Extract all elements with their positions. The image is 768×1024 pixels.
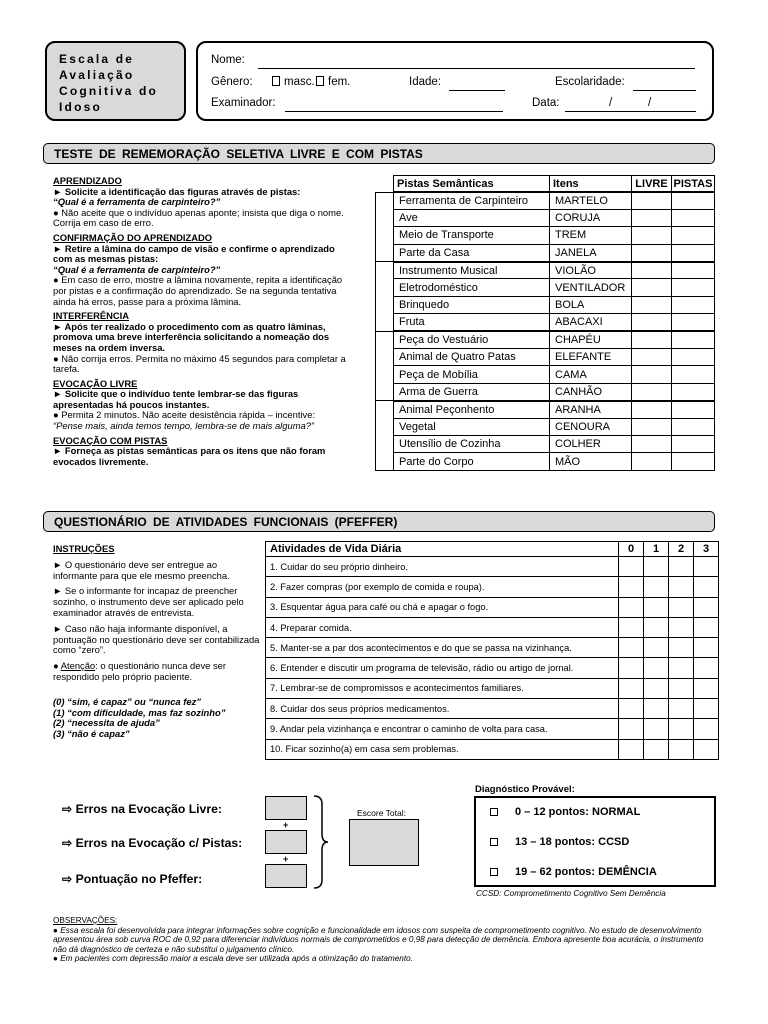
memory-test-header xyxy=(43,143,715,164)
item-cell: CANHÃO xyxy=(550,383,632,400)
livre-check-cell[interactable] xyxy=(632,383,672,400)
activity-number: 4. xyxy=(270,622,278,633)
activity-text: Lembrar-se de compromissos e acontecimentos familiares. xyxy=(280,683,524,694)
instruction-text: ► Retire a lâmina do campo de visão e confirme o aprendizado com as mesmas pistas: xyxy=(53,242,335,265)
diagnostico-text: 19 – 62 pontos: DEMÊNCIA xyxy=(515,866,657,878)
memory-table-row xyxy=(376,453,715,470)
memory-table-header xyxy=(376,176,715,193)
memory-table-row xyxy=(376,227,715,244)
memory-table-row xyxy=(376,296,715,313)
score-cell[interactable] xyxy=(619,557,644,577)
pfeffer-score-box[interactable] xyxy=(265,864,307,888)
instruction-text: ● Não aceite que o indivíduo apenas aponte; insista que diga o nome. Corrija em caso de erro. xyxy=(53,206,344,229)
col-livre: LIVRE xyxy=(632,176,672,193)
date-slash: / xyxy=(609,97,613,109)
scale-title-line: Avaliação xyxy=(59,68,135,82)
score-cell[interactable] xyxy=(694,699,719,719)
lamina-label-cell xyxy=(376,192,394,262)
score-cell[interactable] xyxy=(669,719,694,739)
score-cell[interactable] xyxy=(619,638,644,658)
escore-total-label: Escore Total: xyxy=(357,808,406,818)
score-cell[interactable] xyxy=(669,597,694,617)
livre-check-cell[interactable] xyxy=(632,314,672,331)
col-score-1: 1 xyxy=(644,542,669,557)
livre-check-cell[interactable] xyxy=(632,262,672,279)
activity-text: Preparar comida. xyxy=(280,622,352,633)
masc-checkbox[interactable] xyxy=(272,76,280,86)
instruction-text: ► O questionário deve ser entregue ao informante para que ele mesmo preencha. xyxy=(53,558,230,581)
livre-check-cell[interactable] xyxy=(632,244,672,261)
item-cell: MARTELO xyxy=(550,192,632,209)
score-cell[interactable] xyxy=(644,678,669,698)
activity-text: Andar pela vizinhança e encontrar o caminho de volta para casa. xyxy=(279,724,548,735)
col-pistas: PISTAS xyxy=(672,176,715,193)
masc-label: masc. xyxy=(284,76,315,88)
data-label: Data: xyxy=(532,97,560,109)
nome-label: Nome: xyxy=(211,54,245,66)
activity-number: 2. xyxy=(270,581,278,592)
pistas-check-cell[interactable] xyxy=(672,279,715,296)
lamina-label-cell xyxy=(376,262,394,332)
score-cell[interactable] xyxy=(619,658,644,678)
livre-check-cell[interactable] xyxy=(632,418,672,435)
instruction-text: ► Após ter realizado o procedimento com as quatro lâminas, promova uma breve interferência solicitando a nomeação dos meses na ordem inversa. xyxy=(53,320,330,353)
item-cell: BOLA xyxy=(550,296,632,313)
score-cell[interactable] xyxy=(644,719,669,739)
plus-sign: + xyxy=(283,820,289,830)
activity-number: 9. xyxy=(270,724,278,735)
scale-option: (3) “não é capaz” xyxy=(53,728,130,740)
livre-check-cell[interactable] xyxy=(632,453,672,470)
pistas-check-cell[interactable] xyxy=(672,296,715,313)
memory-table-row xyxy=(376,314,715,331)
score-cell[interactable] xyxy=(644,577,669,597)
score-cell[interactable] xyxy=(619,719,644,739)
diagnostico-title: Diagnóstico Provável: xyxy=(475,784,575,795)
activity-cell xyxy=(266,638,619,658)
livre-check-cell[interactable] xyxy=(632,192,672,209)
pistas-check-cell[interactable] xyxy=(672,244,715,261)
cue-cell: Meio de Transporte xyxy=(394,227,550,244)
score-cell[interactable] xyxy=(694,577,719,597)
memory-table-row xyxy=(376,435,715,452)
cue-cell: Peça do Vestuário xyxy=(394,331,550,348)
score-cell[interactable] xyxy=(644,617,669,637)
pfeffer-table-header xyxy=(266,542,719,557)
pfeffer-instructions xyxy=(53,544,263,740)
cue-cell: Utensílio de Cozinha xyxy=(394,435,550,452)
pistas-check-cell[interactable] xyxy=(672,262,715,279)
instruction-text: ► Forneça as pistas semânticas para os itens que não foram evocados livremente. xyxy=(53,445,326,467)
evocacao-pistas-heading: EVOCAÇÃO COM PISTAS xyxy=(53,434,168,446)
pistas-check-cell[interactable] xyxy=(672,227,715,244)
examinador-label: Examinador: xyxy=(211,97,276,109)
erros-pistas-box[interactable] xyxy=(265,830,307,854)
livre-check-cell[interactable] xyxy=(632,279,672,296)
idade-field[interactable] xyxy=(449,90,505,91)
atencao-label: Atenção xyxy=(60,660,96,672)
score-cell[interactable] xyxy=(694,557,719,577)
activity-row xyxy=(266,638,719,658)
erros-pistas-label: ⇨ Erros na Evocação c/ Pistas: xyxy=(62,836,243,850)
diagnostico-checkbox[interactable] xyxy=(490,808,498,816)
livre-check-cell[interactable] xyxy=(632,435,672,452)
memory-table-row xyxy=(376,209,715,226)
livre-check-cell[interactable] xyxy=(632,227,672,244)
activity-row xyxy=(266,719,719,739)
scale-option: (0) “sim, é capaz” ou “nunca fez” xyxy=(53,695,201,707)
activity-cell xyxy=(266,557,619,577)
lamina-label-cell xyxy=(376,331,394,401)
score-cell[interactable] xyxy=(669,557,694,577)
item-cell: TREM xyxy=(550,227,632,244)
escore-total-box[interactable] xyxy=(349,819,419,866)
pistas-check-cell[interactable] xyxy=(672,418,715,435)
fem-option[interactable] xyxy=(316,76,350,88)
item-cell: VIOLÃO xyxy=(550,262,632,279)
activity-number: 6. xyxy=(270,663,278,674)
diagnostico-option[interactable] xyxy=(490,866,657,878)
memory-table-row xyxy=(376,279,715,296)
pistas-check-cell[interactable] xyxy=(672,453,715,470)
score-cell[interactable] xyxy=(669,617,694,637)
pistas-check-cell[interactable] xyxy=(672,435,715,452)
activity-row xyxy=(266,617,719,637)
instruction-text: ► Caso não haja informante disponível, a pontuação no questionário deve ser contabilizada como “zero”. xyxy=(53,622,260,656)
item-cell: ELEFANTE xyxy=(550,349,632,366)
cue-cell: Instrumento Musical xyxy=(394,262,550,279)
cue-cell: Peça de Mobília xyxy=(394,366,550,383)
observacao-text: ● Em pacientes com depressão maior a escala deve ser utilizada após a otimização do tratamento. xyxy=(53,954,413,964)
score-cell[interactable] xyxy=(619,617,644,637)
activity-row xyxy=(266,577,719,597)
col-score-0: 0 xyxy=(619,542,644,557)
activity-row xyxy=(266,597,719,617)
pistas-check-cell[interactable] xyxy=(672,331,715,348)
memory-table-row xyxy=(376,366,715,383)
diagnostico-text: 13 – 18 pontos: CCSD xyxy=(515,836,630,848)
pistas-check-cell[interactable] xyxy=(672,383,715,400)
fem-label: fem. xyxy=(328,76,351,88)
masc-option[interactable] xyxy=(272,76,315,88)
scale-option: (2) “necessita de ajuda” xyxy=(53,717,160,729)
evocacao-livre-heading: EVOCAÇÃO LIVRE xyxy=(53,377,138,389)
livre-check-cell[interactable] xyxy=(632,401,672,418)
score-cell[interactable] xyxy=(619,577,644,597)
cue-cell: Animal Peçonhento xyxy=(394,401,550,418)
memory-table-row xyxy=(376,331,715,348)
observacoes-heading: OBSERVAÇÕES: xyxy=(53,916,118,925)
aprendizado-heading: APRENDIZADO xyxy=(53,175,122,186)
diagnostico-option[interactable] xyxy=(490,836,629,848)
pfeffer-table xyxy=(265,541,719,760)
score-cell[interactable] xyxy=(619,678,644,698)
activity-cell xyxy=(266,719,619,739)
pistas-check-cell[interactable] xyxy=(672,366,715,383)
activity-row xyxy=(266,739,719,759)
escolaridade-label: Escolaridade: xyxy=(555,76,625,88)
plus-sign: + xyxy=(283,854,289,864)
activity-cell xyxy=(266,577,619,597)
pistas-check-cell[interactable] xyxy=(672,314,715,331)
activity-text: Fazer compras (por exemplo de comida e roupa). xyxy=(280,581,485,592)
brace-icon xyxy=(312,794,330,890)
score-cell[interactable] xyxy=(644,699,669,719)
cue-cell: Vegetal xyxy=(394,418,550,435)
item-cell: ABACAXI xyxy=(550,314,632,331)
score-cell[interactable] xyxy=(694,597,719,617)
activity-number: 10. xyxy=(270,744,283,755)
col-score-3: 3 xyxy=(694,542,719,557)
score-cell[interactable] xyxy=(619,739,644,759)
scale-title-line: Escala de xyxy=(59,52,135,66)
activity-number: 3. xyxy=(270,602,278,613)
instruction-question: “Qual é a ferramenta de carpinteiro?” xyxy=(53,196,221,208)
genero-label: Gênero: xyxy=(211,76,253,88)
diagnostico-text: 0 – 12 pontos: NORMAL xyxy=(515,806,641,818)
score-cell[interactable] xyxy=(669,638,694,658)
activity-row xyxy=(266,699,719,719)
atencao-text: : o questionário nunca deve ser respondido pelo próprio paciente. xyxy=(53,660,226,682)
score-cell[interactable] xyxy=(619,597,644,617)
item-cell: ARANHA xyxy=(550,401,632,418)
observacao-text: ● Essa escala foi desenvolvida para integrar informações sobre cognição e funcionalidade em idosos com suspeita de comprometimento cognitivo. No estudo de desenvolvimento apresentou área sob curva ROC de 0,92 para diferenciar indivíduos normais de comprometidos e 0,98 para detecção de demência. Embora apresente boa acurácia, o instrumento não dá diagnóstico de certeza e não substitui o julgamento clínico. xyxy=(53,925,704,954)
cue-cell: Ferramenta de Carpinteiro xyxy=(394,192,550,209)
pfeffer-score-label: ⇨ Pontuação no Pfeffer: xyxy=(62,872,203,886)
item-cell: CENOURA xyxy=(550,418,632,435)
date-slash: / xyxy=(648,97,652,109)
score-cell[interactable] xyxy=(644,658,669,678)
confirmacao-heading: CONFIRMAÇÃO DO APRENDIZADO xyxy=(53,231,213,243)
item-cell: CHAPÉU xyxy=(550,331,632,348)
activity-cell xyxy=(266,699,619,719)
diagnostico-option[interactable] xyxy=(490,806,640,818)
activity-text: Cuidar dos seus próprios medicamentos. xyxy=(280,703,450,714)
livre-check-cell[interactable] xyxy=(632,209,672,226)
atencao-note: ● Atenção: o questionário nunca deve ser respondido pelo próprio paciente. xyxy=(53,660,226,682)
pfeffer-header xyxy=(43,511,715,532)
activity-text: Ficar sozinho(a) em casa sem problemas. xyxy=(285,744,459,755)
score-cell[interactable] xyxy=(669,699,694,719)
scale-title-box xyxy=(45,41,186,121)
item-cell: COLHER xyxy=(550,435,632,452)
score-cell[interactable] xyxy=(694,617,719,637)
scale-title-line: Cognitiva do xyxy=(59,84,159,98)
pistas-check-cell[interactable] xyxy=(672,349,715,366)
erros-livre-box[interactable] xyxy=(265,796,307,820)
item-cell: CAMA xyxy=(550,366,632,383)
memory-instructions xyxy=(53,176,353,467)
activity-text: Manter-se a par dos acontecimentos e do que se passa na vizinhança. xyxy=(280,642,572,653)
score-cell[interactable] xyxy=(644,638,669,658)
instruction-question: “Pense mais, ainda temos tempo, lembra-se de mais alguma?” xyxy=(53,420,315,432)
pistas-check-cell[interactable] xyxy=(672,209,715,226)
lamina-label-cell xyxy=(376,401,394,471)
col-pistas-semanticas: Pistas Semânticas xyxy=(394,176,550,193)
col-atividades: Atividades de Vida Diária xyxy=(266,542,619,557)
instruction-text: ● Não corrija erros. Permita no máximo 45 segundos para completar a tarefa. xyxy=(53,352,346,375)
erros-livre-label: ⇨ Erros na Evocação Livre: xyxy=(62,802,222,816)
activity-cell xyxy=(266,617,619,637)
score-cell[interactable] xyxy=(669,739,694,759)
instruction-text: ► Solicite a identificação das figuras através de pistas: xyxy=(53,185,301,197)
col-score-2: 2 xyxy=(669,542,694,557)
pfeffer-title: QUESTIONÁRIO DE ATIVIDADES FUNCIONAIS (PFEFFER) xyxy=(54,515,398,529)
scale-title-line: Idoso xyxy=(59,100,102,114)
memory-table-row xyxy=(376,192,715,209)
activity-number: 1. xyxy=(270,561,278,572)
activity-number: 8. xyxy=(270,703,278,714)
ccsd-note: CCSD: Comprometimento Cognitivo Sem Demência xyxy=(476,889,666,898)
data-field[interactable] xyxy=(565,111,696,112)
cue-cell: Parte do Corpo xyxy=(394,453,550,470)
instruction-text: ● Em caso de erro, mostre a lâmina novamente, repita a identificação por pistas e a confirmação do aprendizado. Se na segunda tentativa ainda há erros, passe para a próxima lâmina. xyxy=(53,274,343,307)
memory-table-row xyxy=(376,418,715,435)
memory-table-row xyxy=(376,401,715,418)
item-cell: CORUJA xyxy=(550,209,632,226)
activity-number: 7. xyxy=(270,683,278,694)
instrucoes-heading: INSTRUÇÕES xyxy=(53,543,115,554)
memory-test-title: TESTE DE REMEMORAÇÃO SELETIVA LIVRE E COM PISTAS xyxy=(54,147,423,161)
memory-table xyxy=(375,175,715,471)
cue-cell: Fruta xyxy=(394,314,550,331)
fem-checkbox[interactable] xyxy=(316,76,324,86)
activity-text: Esquentar água para café ou chá e apagar o fogo. xyxy=(280,602,489,613)
activity-row xyxy=(266,678,719,698)
activity-cell xyxy=(266,658,619,678)
activity-number: 5. xyxy=(270,642,278,653)
examinador-field[interactable] xyxy=(285,111,503,112)
instruction-question: “Qual é a ferramenta de carpinteiro?” xyxy=(53,263,221,275)
item-cell: JANELA xyxy=(550,244,632,261)
col-itens: Itens xyxy=(550,176,632,193)
score-cell[interactable] xyxy=(644,557,669,577)
score-cell[interactable] xyxy=(694,719,719,739)
item-cell: MÃO xyxy=(550,453,632,470)
activity-text: Entender e discutir um programa de televisão, rádio ou artigo de jornal. xyxy=(280,663,574,674)
memory-table-row xyxy=(376,244,715,261)
pistas-check-cell[interactable] xyxy=(672,401,715,418)
pistas-check-cell[interactable] xyxy=(672,192,715,209)
score-cell[interactable] xyxy=(669,658,694,678)
cue-cell: Parte da Casa xyxy=(394,244,550,261)
livre-check-cell[interactable] xyxy=(632,366,672,383)
instruction-text: ► Se o informante for incapaz de preencher sozinho, o instrumento deve ser aplicado pelo examinador através de entrevista. xyxy=(53,585,244,618)
cue-cell: Ave xyxy=(394,209,550,226)
score-cell[interactable] xyxy=(619,699,644,719)
score-cell[interactable] xyxy=(669,678,694,698)
activity-cell xyxy=(266,597,619,617)
escolaridade-field[interactable] xyxy=(633,90,696,91)
score-cell[interactable] xyxy=(694,739,719,759)
score-cell[interactable] xyxy=(694,658,719,678)
cue-cell: Eletrodoméstico xyxy=(394,279,550,296)
livre-check-cell[interactable] xyxy=(632,331,672,348)
cue-cell: Brinquedo xyxy=(394,296,550,313)
score-cell[interactable] xyxy=(694,678,719,698)
activity-cell xyxy=(266,739,619,759)
cue-cell: Animal de Quatro Patas xyxy=(394,349,550,366)
memory-table-row xyxy=(376,383,715,400)
scale-option: (1) “com dificuldade, mas faz sozinho” xyxy=(53,706,226,718)
livre-check-cell[interactable] xyxy=(632,349,672,366)
item-cell: VENTILADOR xyxy=(550,279,632,296)
nome-field[interactable] xyxy=(258,68,695,69)
activity-row xyxy=(266,658,719,678)
interferencia-heading: INTERFERÊNCIA xyxy=(53,310,130,322)
activity-cell xyxy=(266,678,619,698)
activity-text: Cuidar do seu próprio dinheiro. xyxy=(280,561,409,572)
score-cell[interactable] xyxy=(694,638,719,658)
score-cell[interactable] xyxy=(644,597,669,617)
idade-label: Idade: xyxy=(409,76,441,88)
patient-info-box xyxy=(196,41,714,121)
score-cell[interactable] xyxy=(644,739,669,759)
livre-check-cell[interactable] xyxy=(632,296,672,313)
instruction-text: ● Permita 2 minutos. Não aceite desistência rápida – incentive: xyxy=(53,409,316,421)
memory-table-row xyxy=(376,349,715,366)
cue-cell: Arma de Guerra xyxy=(394,383,550,400)
diagnostico-checkbox[interactable] xyxy=(490,838,498,846)
diagnostico-checkbox[interactable] xyxy=(490,868,498,876)
instruction-text: ► Solicite que o indivíduo tente lembrar-se das figuras apresentadas há poucos instantes. xyxy=(53,388,299,410)
diagnostico-box xyxy=(474,796,716,887)
activity-row xyxy=(266,557,719,577)
memory-table-row xyxy=(376,262,715,279)
score-cell[interactable] xyxy=(669,577,694,597)
observacoes xyxy=(53,916,713,964)
